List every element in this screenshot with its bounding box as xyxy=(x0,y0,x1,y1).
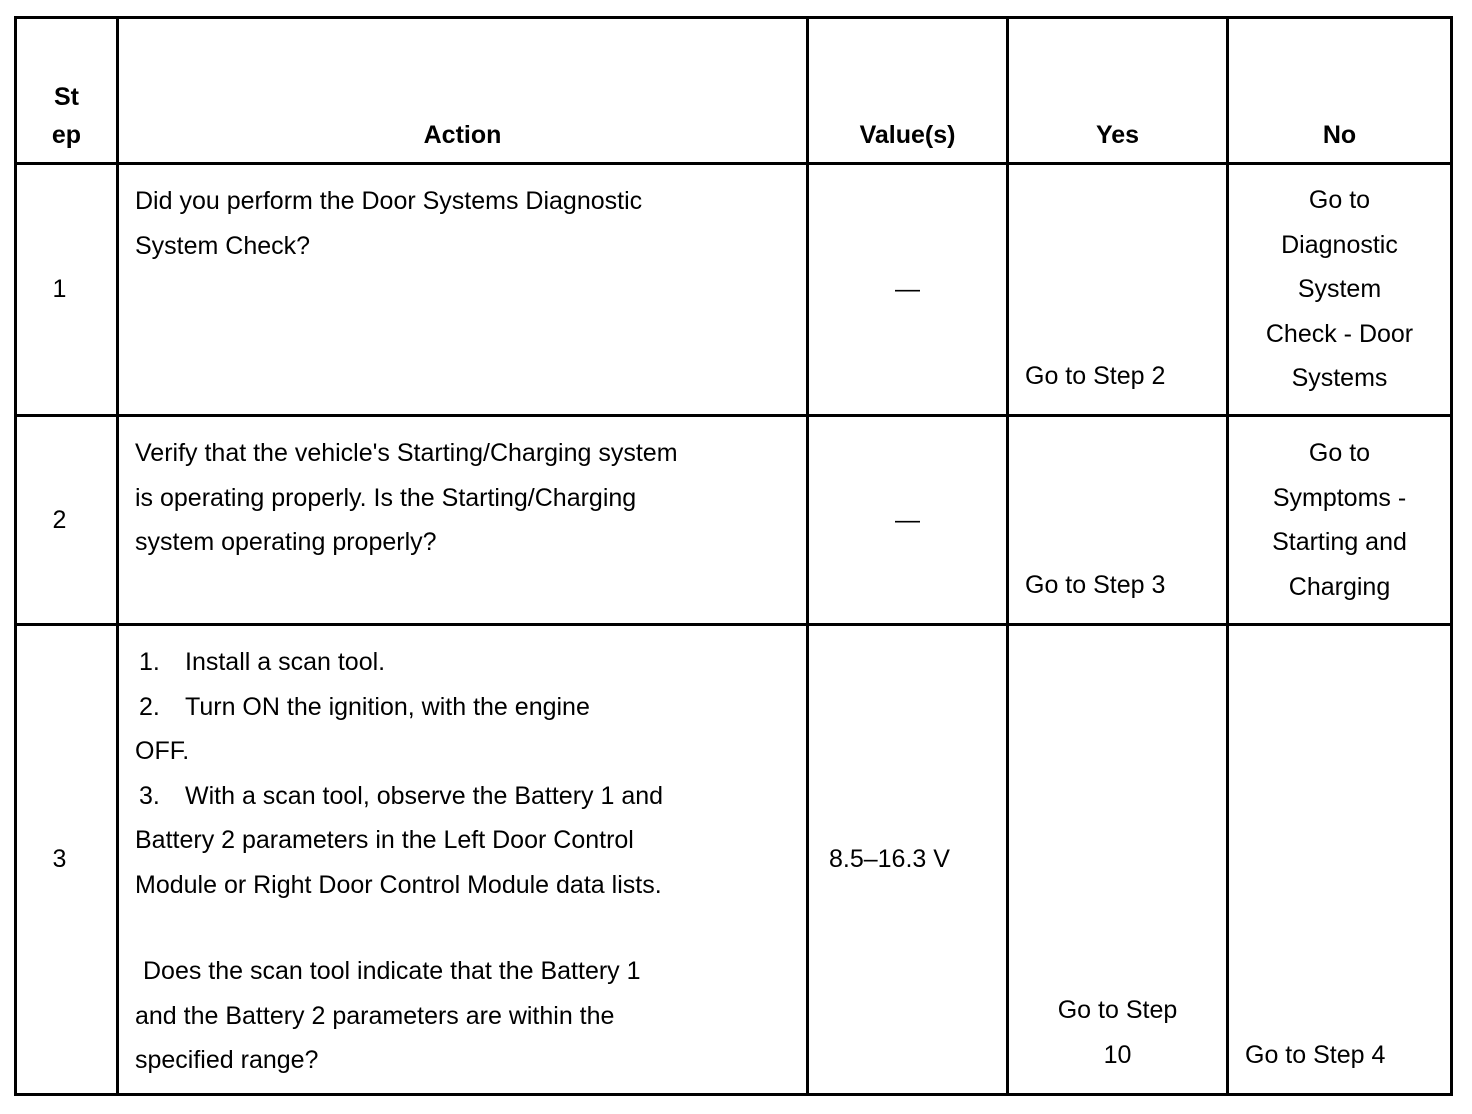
yes-cell: Go to Step 3 xyxy=(1008,416,1228,625)
yes-cell: Go to Step 10 xyxy=(1008,625,1228,1095)
value-cell: — xyxy=(808,164,1008,416)
value-cell: 8.5–16.3 V xyxy=(808,625,1008,1095)
header-step: St ep xyxy=(16,18,118,164)
question: Does the scan tool indicate that the Battery 1 xyxy=(143,957,641,985)
action-cell: Verify that the vehicle's Starting/Charging system is operating properly. Is the Starting/Charging system operating properly? xyxy=(118,416,808,625)
header-row xyxy=(16,18,1452,164)
no-cell: Go to Step 4 xyxy=(1228,625,1452,1095)
no-cell: Go to Diagnostic System Check - Door Systems xyxy=(1228,164,1452,416)
no-cell: Go to Symptoms - Starting and Charging xyxy=(1228,416,1452,625)
action-cell: 1. Install a scan tool. 2. Turn ON the ignition, with the engine OFF. 3. With a scan tool, observe the Battery 1 and Battery 2 parameters in the Left Door Control Module or Right Door Control Module data lists. Does the scan tool indicate that the Battery 1 and the Battery 2 parameters are within the specified range? xyxy=(118,625,808,1095)
table-row xyxy=(16,625,1452,1095)
diagnostic-table xyxy=(14,16,1453,1096)
list-item: 1. Install a scan tool. xyxy=(139,648,386,676)
step-number: 3 xyxy=(16,625,118,1095)
table-row xyxy=(16,164,1452,416)
header-values: Value(s) xyxy=(808,18,1008,164)
value-cell: — xyxy=(808,416,1008,625)
step-number: 1 xyxy=(16,164,118,416)
yes-cell: Go to Step 2 xyxy=(1008,164,1228,416)
action-cell: Did you perform the Door Systems Diagnostic System Check? xyxy=(118,164,808,416)
header-yes: Yes xyxy=(1008,18,1228,164)
table-row xyxy=(16,416,1452,625)
step-number: 2 xyxy=(16,416,118,625)
list-item: 3. With a scan tool, observe the Battery 1 and xyxy=(139,781,664,810)
list-item: 2. Turn ON the ignition, with the engine xyxy=(139,692,590,721)
header-no: No xyxy=(1228,18,1452,164)
header-action: Action xyxy=(118,18,808,164)
